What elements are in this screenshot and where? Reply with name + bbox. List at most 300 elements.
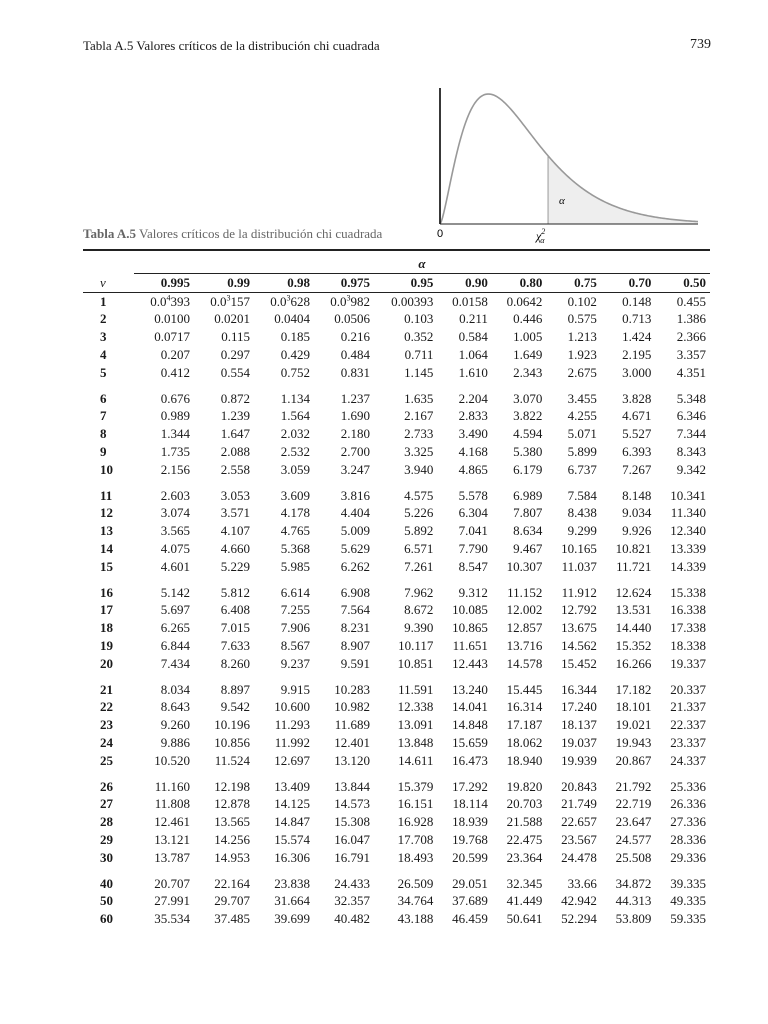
critical-value-cell: 15.338: [670, 584, 706, 600]
table-row: [83, 716, 710, 734]
critical-value-cell: 3.571: [220, 505, 250, 521]
degrees-of-freedom-cell: 23: [100, 717, 113, 733]
critical-value-cell: 16.344: [561, 681, 597, 697]
critical-value-cell: 9.260: [160, 717, 190, 733]
critical-value-cell: 11.992: [274, 734, 310, 750]
critical-value-cell: 13.121: [154, 831, 190, 847]
critical-value-cell: 5.368: [280, 540, 310, 556]
critical-value-cell: 7.255: [280, 602, 310, 618]
critical-value-cell: 0.989: [160, 408, 190, 424]
critical-value-cell: 14.562: [561, 637, 597, 653]
critical-value-cell: 22.164: [214, 875, 250, 891]
critical-value-cell: 5.229: [220, 558, 250, 574]
critical-value-cell: 20.843: [561, 778, 597, 794]
critical-value-cell: 40.482: [334, 911, 370, 927]
critical-value-cell: 8.034: [160, 681, 190, 697]
degrees-of-freedom-cell: 13: [100, 523, 113, 539]
critical-value-cell: 15.379: [397, 778, 434, 794]
group-spacer: [83, 673, 710, 681]
value-digits: 157: [230, 293, 250, 309]
chi-superscript: 2: [541, 227, 546, 236]
table-caption-text: Valores críticos de la distribución chi cuadrada: [136, 226, 383, 241]
critical-value-cell: 0.455: [676, 293, 706, 309]
critical-value-cell: 9.915: [280, 681, 310, 697]
critical-value-cell: 1.735: [160, 443, 190, 459]
critical-value-cell: 6.614: [280, 584, 310, 600]
critical-value-cell: 2.833: [458, 408, 488, 424]
critical-value-cell: 19.768: [452, 831, 488, 847]
critical-value-cell: 27.991: [154, 893, 190, 909]
degrees-of-freedom-cell: 4: [100, 346, 107, 362]
critical-value-cell: 9.299: [567, 523, 597, 539]
group-spacer: [83, 479, 710, 487]
critical-value-cell: 13.120: [334, 752, 370, 768]
critical-value-cell: 16.151: [397, 796, 434, 812]
critical-value-cell: 4.660: [220, 540, 250, 556]
critical-value-cell: 0.185: [280, 329, 310, 345]
critical-value-cell: 32.345: [506, 875, 543, 891]
table-body: [83, 292, 710, 928]
critical-value-cell: 10.085: [452, 602, 488, 618]
degrees-of-freedom-cell: 10: [100, 461, 113, 477]
critical-value-cell: 0.0404: [274, 311, 310, 327]
critical-value-cell: 10.165: [561, 540, 597, 556]
degrees-of-freedom-cell: 1: [100, 293, 107, 309]
critical-value-cell: 13.091: [397, 717, 434, 733]
critical-value-cell: 8.634: [513, 523, 543, 539]
critical-value-cell: 7.906: [280, 620, 310, 636]
critical-value-cell: 7.584: [567, 487, 597, 503]
critical-value-cell: 8.438: [567, 505, 597, 521]
critical-value-cell: 4.404: [340, 505, 370, 521]
critical-value-cell: 9.542: [220, 699, 250, 715]
critical-value-cell: 1.564: [280, 408, 310, 424]
critical-value-cell: 10.821: [615, 540, 652, 556]
critical-value-cell: 0.00393: [391, 293, 434, 309]
table-row: [83, 875, 710, 893]
critical-value-cell: 15.352: [615, 637, 652, 653]
critical-value-cell: 5.348: [676, 390, 706, 406]
alpha-header-row: [83, 255, 710, 273]
critical-value-cell: 4.594: [513, 426, 543, 442]
critical-value-cell: 3.822: [513, 408, 543, 424]
column-header-row: [83, 273, 710, 292]
degrees-of-freedom-cell: 15: [100, 558, 113, 574]
critical-value-cell: 12.401: [334, 734, 370, 750]
critical-value-cell: 18.062: [506, 734, 543, 750]
critical-value-cell: 0.484: [340, 346, 370, 362]
critical-value-cell: 6.179: [513, 461, 543, 477]
critical-value-cell: 41.449: [506, 893, 543, 909]
critical-value-cell: 49.335: [670, 893, 706, 909]
table-row: [83, 390, 710, 408]
table-row: [83, 522, 710, 540]
critical-value-cell: 33.66: [567, 875, 597, 891]
critical-value-cell: 9.390: [404, 620, 434, 636]
critical-value-cell: 13.531: [615, 602, 652, 618]
critical-value-cell: 0.115: [221, 329, 250, 345]
critical-value-cell: 17.338: [670, 620, 706, 636]
alpha-column-header: 0.975: [314, 273, 374, 292]
critical-value-cell: 8.231: [340, 620, 370, 636]
critical-value-cell: 25.508: [615, 849, 652, 865]
critical-value-cell: 9.926: [622, 523, 652, 539]
critical-value-cell: 22.475: [506, 831, 543, 847]
table-row: [83, 504, 710, 522]
critical-value-cell: 3.325: [404, 443, 434, 459]
critical-value-cell: 29.051: [452, 875, 488, 891]
table-row: [83, 461, 710, 479]
critical-value-cell: 4.178: [280, 505, 310, 521]
critical-value-cell: 2.675: [567, 364, 597, 380]
table-row: [83, 910, 710, 928]
degrees-of-freedom-cell: 24: [100, 734, 113, 750]
degrees-of-freedom-cell: 60: [100, 911, 113, 927]
critical-value-cell: 11.591: [398, 681, 434, 697]
critical-value-cell: 5.985: [280, 558, 310, 574]
critical-value-cell: 7.267: [622, 461, 652, 477]
critical-value-cell: 3.940: [404, 461, 434, 477]
critical-value-cell: 13.339: [670, 540, 706, 556]
critical-value-cell: 1.386: [676, 311, 706, 327]
critical-value-cell: 5.142: [160, 584, 190, 600]
critical-value-cell: 3.609: [280, 487, 310, 503]
critical-value-cell: 1.134: [280, 390, 310, 406]
critical-value-cell: 4.575: [404, 487, 434, 503]
critical-value-cell: 12.792: [561, 602, 597, 618]
table-row: [83, 425, 710, 443]
critical-value-cell: 16.928: [397, 814, 434, 830]
critical-value-cell: 2.180: [340, 426, 370, 442]
critical-value-cell: 24.337: [670, 752, 706, 768]
critical-value-cell: 2.366: [676, 329, 706, 345]
critical-value-cell: 0.584: [458, 329, 488, 345]
critical-value-cell: 18.493: [397, 849, 434, 865]
critical-value-cell: 4.865: [458, 461, 488, 477]
critical-value-cell: 29.707: [214, 893, 250, 909]
critical-value-cell: 7.344: [676, 426, 706, 442]
critical-value-cell: 10.982: [334, 699, 370, 715]
degrees-of-freedom-cell: 7: [100, 408, 107, 424]
critical-value-cell: 13.565: [214, 814, 250, 830]
critical-value-cell: 8.907: [340, 637, 370, 653]
critical-value-cell: 50.641: [506, 911, 543, 927]
alpha-header: α: [134, 255, 710, 273]
value-exponent: 4: [166, 293, 171, 303]
degrees-of-freedom-cell: 21: [100, 681, 113, 697]
critical-value-cell: 21.792: [615, 778, 652, 794]
critical-value-cell: 29.336: [670, 849, 706, 865]
critical-value-cell: 1.424: [622, 329, 652, 345]
table-row: [83, 892, 710, 910]
critical-value-cell: 0.711: [404, 346, 434, 362]
critical-value-cell: 13.848: [397, 734, 434, 750]
critical-value-cell: 6.571: [404, 540, 434, 556]
critical-value-cell: 5.697: [160, 602, 190, 618]
critical-value-cell: 2.700: [340, 443, 370, 459]
degrees-of-freedom-cell: 50: [100, 893, 113, 909]
critical-value-cell: 2.195: [622, 346, 652, 362]
degrees-of-freedom-cell: 28: [100, 814, 113, 830]
critical-value-cell: 6.908: [340, 584, 370, 600]
critical-value-cell: 10.851: [397, 655, 434, 671]
critical-value-cell: 42.942: [561, 893, 597, 909]
critical-value-cell: 11.524: [214, 752, 250, 768]
critical-value-cell: 12.857: [506, 620, 543, 636]
critical-value-cell: 0.575: [567, 311, 597, 327]
critical-value-cell: 24.577: [615, 831, 652, 847]
chi-square-critical-values-table: [83, 249, 710, 928]
critical-value-cell: 0.207: [160, 346, 190, 362]
critical-value-cell: 20.337: [670, 681, 706, 697]
degrees-of-freedom-cell: 40: [100, 875, 113, 891]
critical-value-cell: 25.336: [670, 778, 706, 794]
degrees-of-freedom-cell: 9: [100, 443, 107, 459]
critical-value-cell: 14.573: [334, 796, 370, 812]
critical-value-cell: [254, 292, 314, 310]
chi-symbol: χ: [536, 229, 542, 243]
critical-value-cell: 0.872: [220, 390, 250, 406]
degrees-of-freedom-cell: 26: [100, 778, 113, 794]
critical-value-cell: 24.478: [561, 849, 597, 865]
table-row: [83, 813, 710, 831]
alpha-column-header: 0.995: [134, 273, 194, 292]
critical-value-cell: 10.283: [334, 681, 370, 697]
table-row: [83, 601, 710, 619]
table-row: [83, 310, 710, 328]
density-plot: [430, 82, 710, 252]
critical-value-cell: 13.716: [506, 637, 543, 653]
critical-value-cell: 3.070: [513, 390, 543, 406]
running-head: Tabla A.5 Valores críticos de la distribución chi cuadrada: [83, 38, 380, 53]
value-exponent: 3: [346, 293, 351, 303]
critical-value-cell: 0.102: [567, 293, 597, 309]
critical-value-cell: 6.737: [567, 461, 597, 477]
critical-value-cell: 8.260: [220, 655, 250, 671]
critical-value-cell: 10.865: [452, 620, 488, 636]
critical-value-cell: 6.262: [340, 558, 370, 574]
critical-value-cell: 0.148: [622, 293, 652, 309]
table-row: [83, 328, 710, 346]
critical-value-cell: 1.690: [340, 408, 370, 424]
critical-value-cell: 9.342: [676, 461, 706, 477]
table-row: [83, 619, 710, 637]
table-row: [83, 540, 710, 558]
critical-value-cell: 3.357: [676, 346, 706, 362]
critical-value-cell: 5.226: [404, 505, 434, 521]
critical-value-cell: 11.721: [616, 558, 652, 574]
degrees-of-freedom-cell: 18: [100, 620, 113, 636]
critical-value-cell: 27.336: [670, 814, 706, 830]
critical-value-cell: 11.293: [274, 717, 310, 733]
critical-value-cell: 12.340: [670, 523, 706, 539]
critical-value-cell: 10.196: [214, 717, 250, 733]
critical-value-cell: 14.041: [452, 699, 488, 715]
critical-value-cell: 1.145: [404, 364, 434, 380]
table-row: [83, 752, 710, 770]
critical-value-cell: 18.137: [561, 717, 597, 733]
critical-value-cell: 9.034: [622, 505, 652, 521]
critical-value-cell: 0.0100: [154, 311, 190, 327]
critical-value-cell: 20.867: [615, 752, 652, 768]
critical-value-cell: 1.213: [567, 329, 597, 345]
table-row: [83, 584, 710, 602]
critical-value-cell: 12.443: [452, 655, 488, 671]
critical-value-cell: 12.461: [154, 814, 190, 830]
chi-alpha-label: [535, 227, 545, 245]
critical-value-cell: 2.603: [160, 487, 190, 503]
value-prefix: 0.0: [210, 293, 227, 309]
critical-value-cell: 3.059: [280, 461, 310, 477]
critical-value-cell: 5.892: [404, 523, 434, 539]
table-head: [83, 250, 710, 293]
critical-value-cell: 26.509: [397, 875, 434, 891]
table-row: [83, 849, 710, 867]
critical-value-cell: 8.343: [676, 443, 706, 459]
critical-value-cell: 3.074: [160, 505, 190, 521]
degrees-of-freedom-cell: 16: [100, 584, 113, 600]
degrees-of-freedom-cell: 25: [100, 752, 113, 768]
critical-value-cell: 22.719: [615, 796, 652, 812]
critical-value-cell: 12.338: [397, 699, 434, 715]
critical-value-cell: 9.237: [280, 655, 310, 671]
critical-value-cell: 12.198: [214, 778, 250, 794]
alpha-header-spacer: [83, 255, 134, 273]
value-prefix: 0.0: [270, 293, 287, 309]
alpha-label: α: [559, 195, 565, 207]
critical-value-cell: 4.107: [220, 523, 250, 539]
degrees-of-freedom-cell: 12: [100, 505, 113, 521]
degrees-of-freedom-cell: 14: [100, 540, 113, 556]
critical-value-cell: 1.005: [513, 329, 543, 345]
critical-value-cell: 2.167: [404, 408, 434, 424]
table-caption-label: Tabla A.5: [83, 226, 136, 241]
table-row: [83, 292, 710, 310]
critical-value-cell: 15.574: [274, 831, 310, 847]
critical-value-cell: 11.808: [154, 796, 190, 812]
critical-value-cell: 20.703: [506, 796, 543, 812]
critical-value-cell: 46.459: [452, 911, 488, 927]
critical-value-cell: 8.148: [622, 487, 652, 503]
critical-value-cell: 17.187: [506, 717, 543, 733]
critical-value-cell: 0.412: [160, 364, 190, 380]
critical-value-cell: 11.912: [561, 584, 597, 600]
critical-value-cell: 16.047: [334, 831, 370, 847]
critical-value-cell: 11.160: [154, 778, 190, 794]
critical-value-cell: 18.114: [452, 796, 488, 812]
critical-value-cell: 15.308: [334, 814, 370, 830]
degrees-of-freedom-cell: 19: [100, 637, 113, 653]
group-spacer: [83, 867, 710, 875]
critical-value-cell: 6.989: [513, 487, 543, 503]
critical-value-cell: 2.558: [220, 461, 250, 477]
degrees-of-freedom-cell: 20: [100, 655, 113, 671]
critical-value-cell: 17.240: [561, 699, 597, 715]
table-caption: [83, 226, 382, 242]
value-exponent: 3: [226, 293, 231, 303]
critical-value-cell: 23.364: [506, 849, 543, 865]
critical-value-cell: 1.344: [160, 426, 190, 442]
table-row: [83, 778, 710, 796]
value-digits: 628: [290, 293, 310, 309]
table-row: [83, 407, 710, 425]
degrees-of-freedom-cell: 27: [100, 796, 113, 812]
critical-value-cell: 14.953: [214, 849, 250, 865]
critical-value-cell: 3.455: [567, 390, 597, 406]
value-prefix: 0.0: [330, 293, 347, 309]
critical-value-cell: 44.313: [615, 893, 652, 909]
critical-value-cell: 6.844: [160, 637, 190, 653]
table-row: [83, 637, 710, 655]
table-row: [83, 698, 710, 716]
critical-value-cell: 11.037: [561, 558, 597, 574]
critical-value-cell: 5.899: [567, 443, 597, 459]
table-row: [83, 734, 710, 752]
critical-value-cell: 0.0158: [452, 293, 488, 309]
critical-value-cell: 14.848: [452, 717, 488, 733]
critical-value-cell: [194, 292, 254, 310]
critical-value-cell: 18.940: [506, 752, 543, 768]
degrees-of-freedom-cell: 2: [100, 311, 107, 327]
critical-value-cell: 2.032: [280, 426, 310, 442]
critical-value-cell: 10.520: [154, 752, 190, 768]
critical-value-cell: 5.009: [340, 523, 370, 539]
critical-value-cell: 26.336: [670, 796, 706, 812]
critical-value-cell: 7.015: [220, 620, 250, 636]
critical-value-cell: 0.216: [340, 329, 370, 345]
critical-value-cell: 0.429: [280, 346, 310, 362]
critical-value-cell: 32.357: [334, 893, 370, 909]
critical-value-cell: 12.002: [506, 602, 543, 618]
critical-value-cell: 0.103: [404, 311, 434, 327]
critical-value-cell: 17.292: [452, 778, 488, 794]
critical-value-cell: 0.352: [404, 329, 434, 345]
critical-value-cell: 14.578: [506, 655, 543, 671]
critical-value-cell: 9.312: [458, 584, 488, 600]
critical-value-cell: 28.336: [670, 831, 706, 847]
critical-value-cell: 22.337: [670, 717, 706, 733]
critical-value-cell: 4.351: [676, 364, 706, 380]
critical-value-cell: 7.564: [340, 602, 370, 618]
table-row: [83, 346, 710, 364]
degrees-of-freedom-cell: 5: [100, 364, 107, 380]
critical-value-cell: 13.844: [334, 778, 370, 794]
critical-value-cell: 0.0717: [154, 329, 190, 345]
critical-value-cell: 0.297: [220, 346, 250, 362]
critical-value-cell: 5.380: [513, 443, 543, 459]
group-spacer: [83, 382, 710, 390]
critical-value-cell: 22.657: [561, 814, 597, 830]
critical-value-cell: 3.000: [622, 364, 652, 380]
critical-value-cell: 20.599: [452, 849, 488, 865]
critical-value-cell: 0.0201: [214, 311, 250, 327]
critical-value-cell: 19.021: [615, 717, 652, 733]
critical-value-cell: 0.713: [622, 311, 652, 327]
critical-value-cell: 39.699: [274, 911, 310, 927]
critical-value-cell: 16.338: [670, 602, 706, 618]
critical-value-cell: 23.337: [670, 734, 706, 750]
critical-value-cell: 24.433: [334, 875, 370, 891]
critical-value-cell: 37.689: [452, 893, 488, 909]
critical-value-cell: 7.633: [220, 637, 250, 653]
critical-value-cell: 7.041: [458, 523, 488, 539]
table-row: [83, 681, 710, 699]
critical-value-cell: 39.335: [670, 875, 706, 891]
critical-value-cell: 4.765: [280, 523, 310, 539]
value-exponent: 3: [286, 293, 291, 303]
critical-value-cell: 14.847: [274, 814, 310, 830]
critical-value-cell: 19.943: [615, 734, 652, 750]
